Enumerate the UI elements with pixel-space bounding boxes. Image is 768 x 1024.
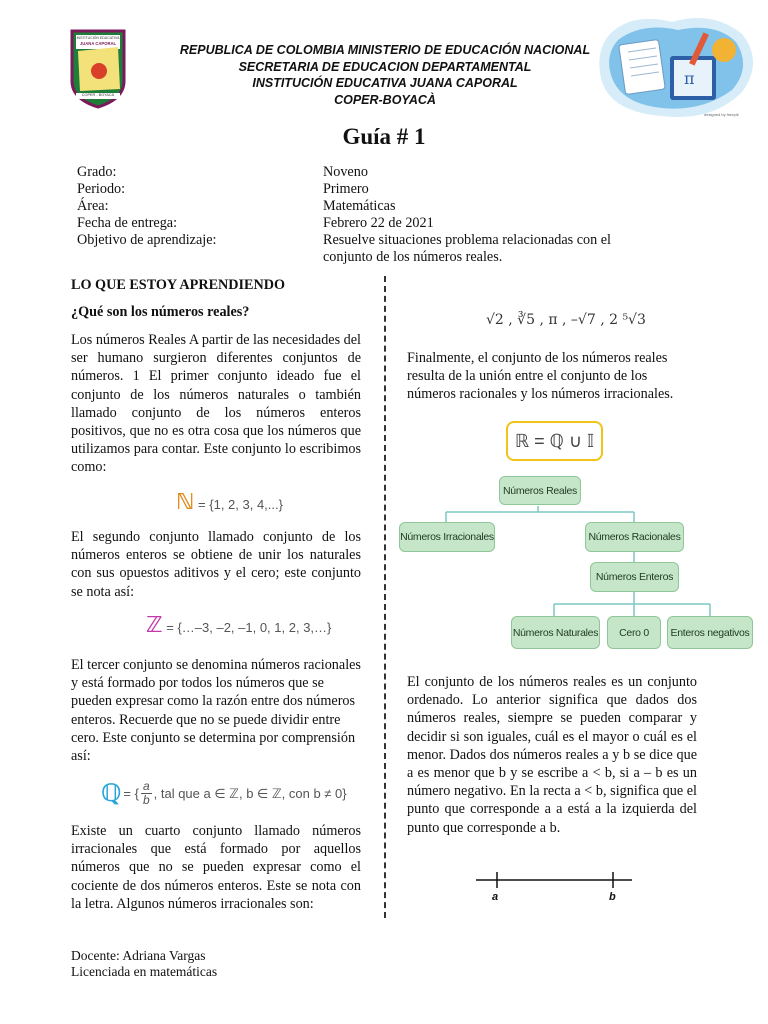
header-line-1: REPUBLICA DE COLOMBIA MINISTERIO DE EDUCACIÓN NACIONAL [179,43,591,57]
section-heading: LO QUE ESTOY APRENDIENDO [71,277,286,293]
integers-elements: = {…–3, –2, –1, 0, 1, 2, 3,…} [166,620,332,635]
irrationals-examples: √2 , ∛5 , π , –√7 , 2 ⁵√3 [486,312,646,328]
footer-title: Licenciada en matemáticas [71,964,218,979]
paragraph-ordered-set: El conjunto de los números reales es un conjunto ordenado. Lo anterior significa que dados dos números reales, siempre se pueden comparar y decidir si son iguales, cuál es el mayor o cuál es el menor. Dados dos números reales a y b se dice que a es menor que b y se escribe a < b, si a – b es un número negativo. En la recta a < b, significa que el punto que corresponde a a está a la izquierda del punto que corresponde a b. [407,674,697,836]
info-label: Grado: [77,164,117,180]
column-divider [384,276,386,918]
info-row-periodo [77,181,653,198]
naturals-symbol: ℕ [176,489,195,514]
question-heading: ¿Qué son los números reales? [71,304,250,320]
number-line-label-b: b [609,891,616,903]
info-row-fecha [77,215,653,232]
info-row-grado [77,164,653,181]
logo-top-text: INSTITUCIÓN EDUCATIVA [76,36,120,40]
footer-teacher: Docente: Adriana Vargas [71,948,206,963]
info-label: Fecha de entrega: [77,215,178,231]
naturals-elements: = {1, 2, 3, 4,...} [198,497,283,512]
tree-node-cero: Cero 0 [607,616,661,649]
page-title: Guía # 1 [342,124,426,149]
math-illustration [592,12,762,124]
number-line-label-a: a [492,891,499,903]
naturals-set [176,489,283,515]
union-box [506,421,603,461]
fraction-numerator: a [142,779,150,793]
tree-connectors [398,496,758,620]
info-label: Objetivo de aprendizaje: [77,232,217,248]
paragraph-real-union: Finalmente, el conjunto de los números reales resulta de la unión entre el conjunto de los números racionales y los números irracionales. [407,350,674,403]
paragraph-naturals: Los números Reales A partir de las necesidades del ser humano surgieron diferentes conjuntos de números. 1 El primer conjunto ideado fue el conjunto de los números naturales o también llamado conjunto de los números enteros positivos, que no es otra cosa que los números que utilizamos para contar. Este conjunto lo escribimos como: [71,332,361,476]
union-formula: ℝ = ℚ ∪ 𝕀 [514,430,595,451]
rationals-symbol: ℚ [101,780,122,807]
rationals-fraction [141,780,152,807]
logo-name-text: JUANA CAPORAL [79,41,117,46]
info-value: Febrero 22 de 2021 [323,215,434,231]
info-row-objetivo [77,232,653,266]
logo-bottom-text: COPER - BOYACÁ [81,93,115,97]
tree-node-enteros: Números Enteros [590,562,679,592]
info-row-area [77,198,653,215]
paragraph-rationals: El tercer conjunto se denomina números racionales y está formado por todos los números que se pueden expresar como la razón entre dos números enteros. Recuerde que no se puede dividir entre cero. Este conjunto se determina por comprensión así: [71,657,361,765]
fraction-denominator: b [142,793,150,807]
info-value: Matemáticas [323,198,396,214]
tree-node-racionales: Números Racionales [585,522,684,552]
info-value: Noveno [323,164,368,180]
info-label: Área: [77,198,109,214]
integers-set [146,612,331,638]
tree-node-irracionales: Números Irracionales [399,522,495,552]
paragraph-integers: El segundo conjunto llamado conjunto de los números enteros se obtiene de unir los naturales con sus opuestos aditivos y el cero; este conjunto se nota así: [71,529,361,600]
rationals-set [101,779,347,808]
tree-node-negativos: Enteros negativos [667,616,753,649]
header-line-4: COPER-BOYACÀ [334,92,436,107]
header-line-2: SECRETARIA DE EDUCACION DEPARTAMENTAL [238,59,532,74]
tree-node-naturales: Números Naturales [511,616,600,649]
info-value: Resuelve situaciones problema relacionadas con el conjunto de los números reales. [323,232,611,265]
integers-symbol: ℤ [146,612,163,637]
info-label: Periodo: [77,181,126,197]
info-table [77,164,653,266]
info-value: Primero [323,181,369,197]
header-line-3: INSTITUCIÓN EDUCATIVA JUANA CAPORAL [252,76,518,90]
footer [71,948,217,980]
document-header [150,42,620,108]
rationals-condition: , tal que a ∈ ℤ, b ∈ ℤ, con b ≠ 0} [153,785,347,801]
svg-text:designed by freepik: designed by freepik [704,112,739,117]
svg-text:π: π [684,69,695,88]
rationals-open: = { [123,786,139,801]
paragraph-irrationals: Existe un cuarto conjunto llamado números irracionales que está formado por aquellos números que no se pueden expresar como el cociente de dos números enteros. Este se nota con la letra. Algunos números irracionales son: [71,823,361,912]
tree-node-reales: Números Reales [499,476,581,505]
school-logo [70,29,126,109]
